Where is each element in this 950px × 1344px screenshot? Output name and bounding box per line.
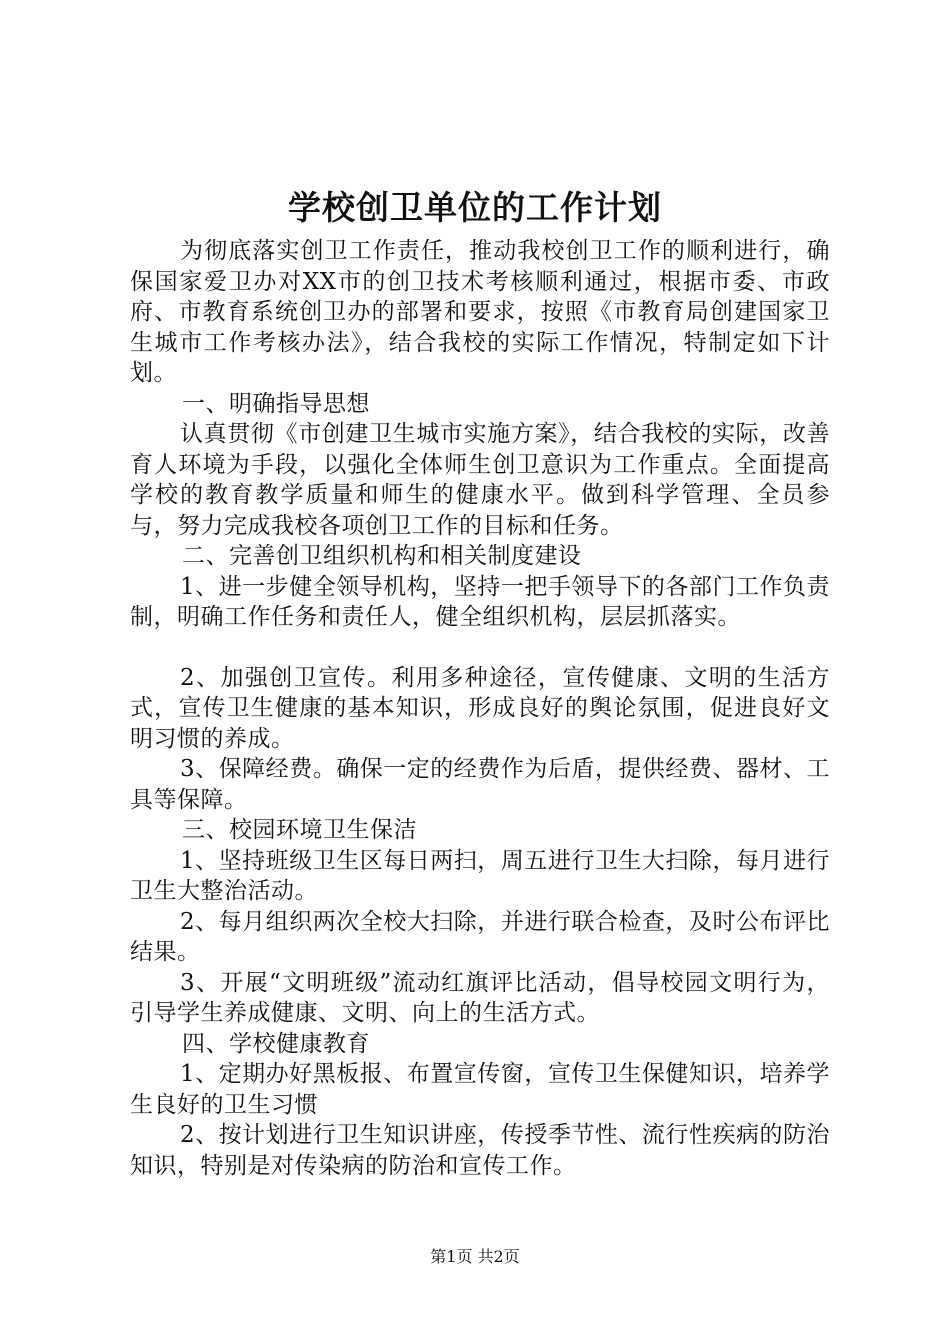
page-footer: 第1页 共2页 bbox=[430, 1247, 520, 1266]
document-title: 学校创卫单位的工作计划 bbox=[288, 188, 662, 227]
section-1-paragraph-1: 认真贯彻《市创建卫生城市实施方案》，结合我校的实际，改善育人环境为手段，以强化全体师生创卫意识为工作重点。全面提高学校的教育教学质量和师生的健康水平。做到科学管理、全员参与，努力完成我校各项创卫工作的目标和任务。 bbox=[130, 421, 830, 539]
section-heading-3: 三、校园环境卫生保洁 bbox=[182, 817, 417, 843]
section-2-paragraph-1: 1、进一步健全领导机构，坚持一把手领导下的各部门工作负责制，明确工作任务和责任人，健全组织机构，层层抓落实。 bbox=[130, 573, 830, 630]
section-heading-4: 四、学校健康教育 bbox=[182, 1030, 370, 1057]
section-heading-1: 一、明确指导思想 bbox=[182, 390, 370, 417]
paragraph-gap bbox=[130, 633, 830, 663]
section-3-paragraph-1: 1、坚持班级卫生区每日两扫，周五进行卫生大扫除，每月进行卫生大整治活动。 bbox=[130, 847, 830, 904]
section-3-paragraph-2: 2、每月组织两次全校大扫除，并进行联合检查，及时公布评比结果。 bbox=[130, 908, 830, 965]
section-4-paragraph-2: 2、按计划进行卫生知识讲座，传授季节性、流行性疾病的防治知识，特别是对传染病的防治和宣传工作。 bbox=[130, 1122, 830, 1179]
section-2-paragraph-3: 3、保障经费。确保一定的经费作为后盾，提供经费、器材、工具等保障。 bbox=[130, 756, 830, 813]
section-3-paragraph-3: 3、开展“文明班级”流动红旗评比活动，倡导校园文明行为，引导学生养成健康、文明、向上的生活方式。 bbox=[130, 969, 830, 1026]
document-body bbox=[130, 236, 830, 1181]
intro-paragraph: 为彻底落实创卫工作责任，推动我校创卫工作的顺利进行，确保国家爱卫办对XX市的创卫技术考核顺利通过，根据市委、市政府、市教育系统创卫办的部署和要求，按照《市教育局创建国家卫生城市工作考核办法》，结合我校的实际工作情况，特制定如下计划。 bbox=[130, 238, 830, 386]
section-2-paragraph-2: 2、加强创卫宣传。利用多种途径，宣传健康、文明的生活方式，宣传卫生健康的基本知识，形成良好的舆论氛围，促进良好文明习惯的养成。 bbox=[130, 664, 830, 752]
section-4-paragraph-1: 1、定期办好黑板报、布置宣传窗，宣传卫生保健知识，培养学生良好的卫生习惯 bbox=[130, 1061, 830, 1118]
section-heading-2: 二、完善创卫组织机构和相关制度建设 bbox=[182, 543, 582, 569]
